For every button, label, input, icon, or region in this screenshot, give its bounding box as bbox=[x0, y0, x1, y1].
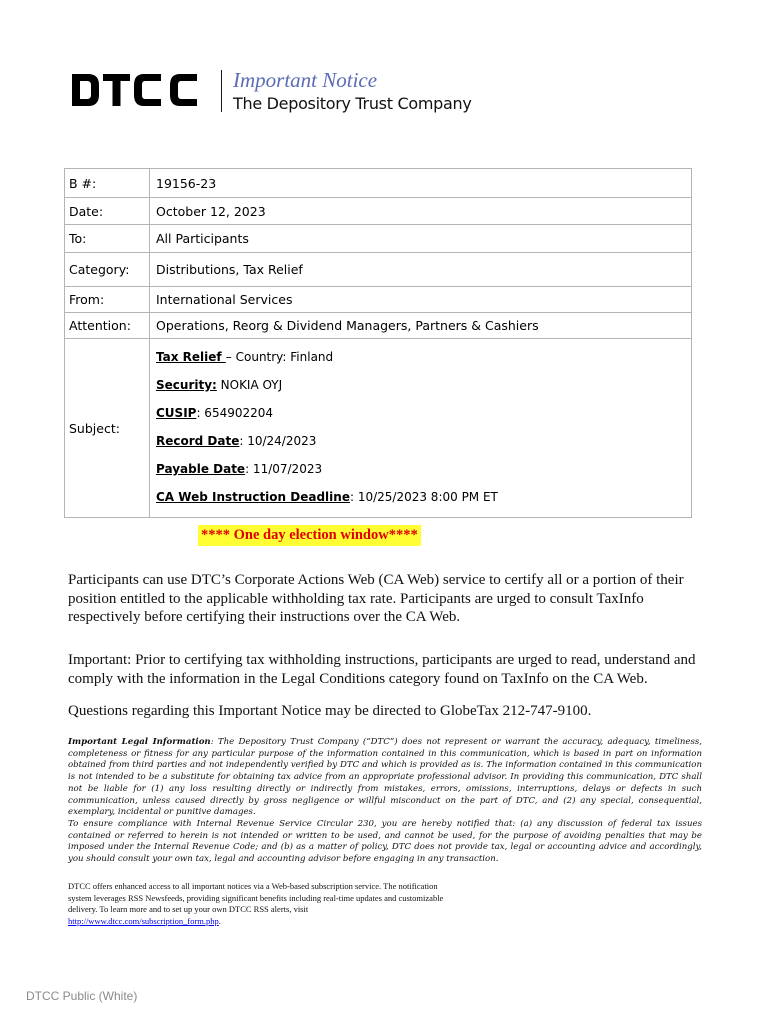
recipients: All Participants bbox=[150, 225, 692, 253]
election-window-banner: **** One day election window**** bbox=[198, 525, 421, 546]
legal-disclaimer bbox=[68, 737, 702, 819]
legal-information bbox=[68, 737, 702, 866]
table-row bbox=[65, 225, 692, 253]
subscription-info bbox=[68, 881, 448, 927]
notice-date: October 12, 2023 bbox=[150, 198, 692, 225]
classification-footer: DTCC Public (White) bbox=[26, 989, 138, 1003]
row-label: Attention: bbox=[65, 313, 150, 339]
logo-divider bbox=[221, 70, 222, 112]
subject-key: Security: bbox=[156, 378, 217, 392]
table-row bbox=[65, 169, 692, 198]
subject-tax-relief bbox=[156, 343, 691, 371]
row-label: Subject: bbox=[65, 339, 150, 518]
bulletin-number: 19156-23 bbox=[150, 169, 692, 198]
subscription-text: DTCC offers enhanced access to all important notices via a Web-based subscription service. The notification system leverages RSS Newsfeeds, providing significant benefits including real-time updates and customizable delivery. To learn more and to set up your own DTCC RSS alerts, visit bbox=[68, 881, 444, 914]
subject-value: : 11/07/2023 bbox=[245, 462, 323, 476]
table-row bbox=[65, 253, 692, 287]
legal-heading: Important Legal Information bbox=[68, 737, 211, 747]
legal-body: : The Depository Trust Company (“DTC”) does not represent or warrant the accuracy, adequacy, timeliness, completeness or fitness for any particular purpose of the information contained in this communication, which is based in part on information obtained from third parties and not independently verified by DTC and which is provided as is. The information contained in this communication is not intended to be a substitute for obtaining tax advice from an appropriate professional advisor. In providing this communication, DTC shall not be liable for (1) any loss resulting directly or indirectly from mistakes, errors, omissions, interruptions, delays or defects in such communication, unless caused directly by gross negligence or willful misconduct on the part of DTC, and (2) any special, consequential, exemplary, incidental or punitive damages. bbox=[68, 737, 703, 818]
subject-details bbox=[150, 339, 692, 518]
dtcc-logo bbox=[72, 72, 198, 108]
subject-key: CA Web Instruction Deadline bbox=[156, 490, 350, 504]
subject-security bbox=[156, 371, 691, 399]
row-label: From: bbox=[65, 287, 150, 313]
subject-key: Record Date bbox=[156, 434, 240, 448]
row-label: To: bbox=[65, 225, 150, 253]
row-label: Category: bbox=[65, 253, 150, 287]
subject-cusip bbox=[156, 399, 691, 427]
table-row bbox=[65, 287, 692, 313]
subject-deadline bbox=[156, 483, 691, 511]
attention: Operations, Reorg & Dividend Managers, Partners & Cashiers bbox=[150, 313, 692, 339]
row-label: B #: bbox=[65, 169, 150, 198]
subject-value: : 654902204 bbox=[196, 406, 274, 420]
circular-230-notice: To ensure compliance with Internal Revenue Service Circular 230, you are hereby notified that: (a) any discussion of federal tax issues contained or referred to herein is not intended or written to be used, and cannot be used, for the purpose of avoiding penalties that may be imposed under the Internal Revenue Code; and (b) as a matter of policy, DTC does not provide tax, legal or accounting advice and accordingly, you should consult your own tax, legal and accounting advisor before engaging in any transaction. bbox=[68, 818, 702, 865]
subject-value: : 10/25/2023 8:00 PM ET bbox=[349, 490, 498, 504]
subject-payable-date bbox=[156, 455, 691, 483]
subject-key: Tax Relief bbox=[156, 350, 226, 364]
table-row bbox=[65, 198, 692, 225]
row-label: Date: bbox=[65, 198, 150, 225]
subject-key: Payable Date bbox=[156, 462, 246, 476]
subscription-link[interactable]: http://www.dtcc.com/subscription_form.php bbox=[68, 915, 219, 926]
important-paragraph: Important: Prior to certifying tax withholding instructions, participants are urged to read, understand and comply with the information in the Legal Conditions category found on TaxInfo on the CA Web. bbox=[68, 652, 696, 687]
sender: International Services bbox=[150, 287, 692, 313]
subject-value: – Country: Finland bbox=[225, 350, 334, 364]
subscription-suffix: . bbox=[218, 915, 221, 926]
subject-value: NOKIA OYJ bbox=[216, 378, 283, 392]
questions-paragraph: Questions regarding this Important Notice may be directed to GlobeTax 212-747-9100. bbox=[68, 703, 592, 719]
ca-web-paragraph: Participants can use DTC’s Corporate Actions Web (CA Web) service to certify all or a portion of their position entitled to the applicable withholding tax rate. Participants are urged to consult TaxInfo respectively before certifying their instructions over the CA Web. bbox=[68, 572, 684, 625]
table-row bbox=[65, 339, 692, 518]
table-row bbox=[65, 313, 692, 339]
subject-key: CUSIP bbox=[156, 406, 197, 420]
notice-title: Important Notice bbox=[233, 68, 378, 92]
subject-value: : 10/24/2023 bbox=[239, 434, 317, 448]
notice-info-table bbox=[64, 168, 692, 518]
subject-record-date bbox=[156, 427, 691, 455]
category: Distributions, Tax Relief bbox=[150, 253, 692, 287]
company-name: The Depository Trust Company bbox=[233, 94, 472, 113]
